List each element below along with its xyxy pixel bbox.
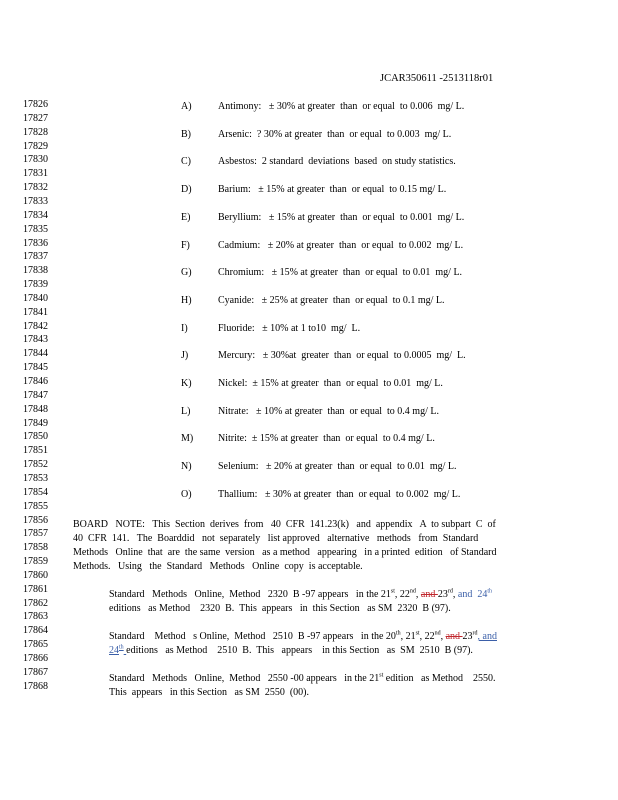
line-number: 17826 [23,99,48,110]
line-number: 17840 [23,292,48,304]
line-number: 17848 [23,403,48,415]
method-2320-paragraph [109,588,569,616]
text: , [415,589,421,600]
list-item-text: Thallium: ± 30% at greater than or equal to 0.002 mg/ L. [218,488,461,500]
line-number: 17861 [23,583,48,595]
text: editions as Method 2510 B. This appears in this Section as SM 2510 B (97). [126,645,473,656]
line-number: 17836 [23,237,48,249]
list-item-letter: H) [181,294,192,306]
line-number: 17829 [23,140,48,152]
list-item-letter: G) [181,267,192,279]
list-item-letter: B) [181,128,191,140]
text: , 22 [394,589,410,600]
list-item-text: Nitrite: ± 15% at greater than or equal to 0.4 mg/ L. [218,433,435,445]
line-number: 17862 [23,597,48,609]
list-item-text: Barium: ± 15% at greater than or equal to 0.15 mg/ L. [218,184,447,196]
line-number: 17853 [23,472,48,484]
superscript: nd [434,630,441,637]
text: 23 [437,589,448,600]
board-note [73,518,543,574]
paragraph-line [109,672,569,686]
line-number: 17846 [23,376,48,387]
superscript: nd [409,588,416,595]
text: Standard Methods Online, Method 2320 B -97 appears in the 21 [109,589,391,600]
list-item-text: Nickel: ± 15% at greater than or equal to 0.01 mg/ L. [218,378,443,389]
line-number: 17849 [23,417,48,429]
list-item-letter: O) [181,488,192,500]
line-number: 17863 [23,611,48,623]
list-item-letter: F) [181,239,190,251]
line-number: 17854 [23,486,48,498]
line-number: 17839 [23,279,48,291]
line-number: 17859 [23,556,48,568]
paragraph-line: This appears in this Section as SM 2550 (00). [109,687,309,698]
list-item-text: Cyanide: ± 25% at greater than or equal to 0.1 mg/ L. [218,294,445,306]
superscript: rd [447,588,453,595]
line-number: 17864 [23,625,48,637]
line-number: 17834 [23,209,48,221]
line-number: 17847 [23,389,48,401]
line-number: 17855 [23,500,48,512]
list-item-letter: C) [181,156,191,168]
line-number: 17831 [23,168,48,180]
list-item-letter: I) [181,322,188,334]
line-number: 17833 [23,195,48,207]
board-note-line: BOARD NOTE: This Section derives from 40 CFR 141.23(k) and appendix A to subpart C of [73,519,496,530]
list-item-letter: K) [181,378,192,389]
list-item-letter: E) [181,211,191,223]
board-note-line: Methods Online that are the same version as a method appearing in a printed edition of Standard [73,547,497,558]
board-note-line: Methods. Using the Standard Methods Online copy is acceptable. [73,561,363,572]
line-number: 17852 [23,459,48,471]
line-number: 17856 [23,514,48,526]
line-number: 17830 [23,154,48,166]
superscript: st [415,630,420,637]
paragraph-line [109,630,569,644]
superscript: th [487,588,492,595]
superscript: rd [472,630,478,637]
line-number: 17842 [23,320,48,332]
line-number: 17858 [23,542,48,554]
list-item-letter: D) [181,184,192,196]
line-number: 17835 [23,223,48,235]
list-item-letter: M) [181,433,194,445]
list-item-text: Selenium: ± 20% at greater than or equal to 0.01 mg/ L. [218,461,457,473]
line-number: 17867 [23,666,48,678]
line-number: 17837 [23,251,48,263]
paragraph-line [109,644,569,658]
list-item-text: Chromium: ± 15% at greater than or equal to 0.01 mg/ L. [218,267,463,279]
line-number: 17845 [23,362,48,374]
paragraph-line [109,588,569,602]
list-item-text: Asbestos: 2 standard deviations based on study statistics. [218,156,456,168]
text: , [440,631,446,642]
list-item-letter: J) [181,350,189,362]
text: 23 [462,631,473,642]
line-number: 17868 [23,680,48,692]
line-number: 17832 [23,182,48,194]
inserted-text: and 24 [455,589,488,600]
text: , [452,589,456,600]
list-item-text: Mercury: ± 30%at greater than or equal to 0.0005 mg/ L. [218,350,466,362]
deleted-text: and [420,589,438,600]
line-number: 17865 [23,639,48,651]
deleted-text: and [445,631,463,642]
method-2510-paragraph [109,630,569,658]
method-2550-paragraph [109,672,569,700]
list-item-letter: A) [181,101,192,112]
text: Standard Methods Online, Method 2550 -00 appears in the 21 [109,673,380,684]
superscript: st [390,588,395,595]
text: , 22 [419,631,435,642]
line-number: 17860 [23,569,48,581]
paragraph-line: editions as Method 2320 B. This appears in this Section as SM 2320 B (97). [109,603,451,614]
list-item-text: Antimony: ± 30% at greater than or equal to 0.006 mg/ L. [218,101,465,112]
line-number: 17866 [23,653,48,664]
list-item-text: Arsenic: ? 30% at greater than or equal to 0.003 mg/ L. [218,128,452,140]
superscript: st [379,672,384,679]
line-number: 17843 [23,334,48,346]
list-item-text: Fluoride: ± 10% at 1 to10 mg/ L. [218,322,361,334]
line-number: 17838 [23,265,48,277]
text: Standard Method s Online, Method 2510 B -97 appears in the 20 [109,631,396,642]
text: edition as Method 2550. [383,673,496,684]
line-number: 17828 [23,126,48,138]
list-item-letter: N) [181,461,192,473]
line-number: 17841 [23,306,48,318]
list-item-text: Beryllium: ± 15% at greater than or equal to 0.001 mg/ L. [218,211,465,223]
inserted-text: 24 [109,645,119,656]
line-number: 17827 [23,112,48,124]
list-item-letter: L) [181,405,191,417]
board-note-line: 40 CFR 141. The Boarddid not separately list approved alternative methods from Standard [73,533,479,544]
line-number: 17850 [23,431,48,443]
inserted-text: , and [477,631,497,642]
line-number: 17844 [23,348,48,360]
line-number: 17857 [23,528,48,540]
superscript: th [395,630,401,637]
text: , 21 [400,631,416,642]
superscript: th [119,644,124,651]
list-item-text: Cadmium: ± 20% at greater than or equal to 0.002 mg/ L. [218,239,464,251]
list-item-text: Nitrate: ± 10% at greater than or equal to 0.4 mg/ L. [218,405,439,417]
document-header: JCAR350611 -2513118r01 [380,73,494,84]
line-number: 17851 [23,445,48,457]
